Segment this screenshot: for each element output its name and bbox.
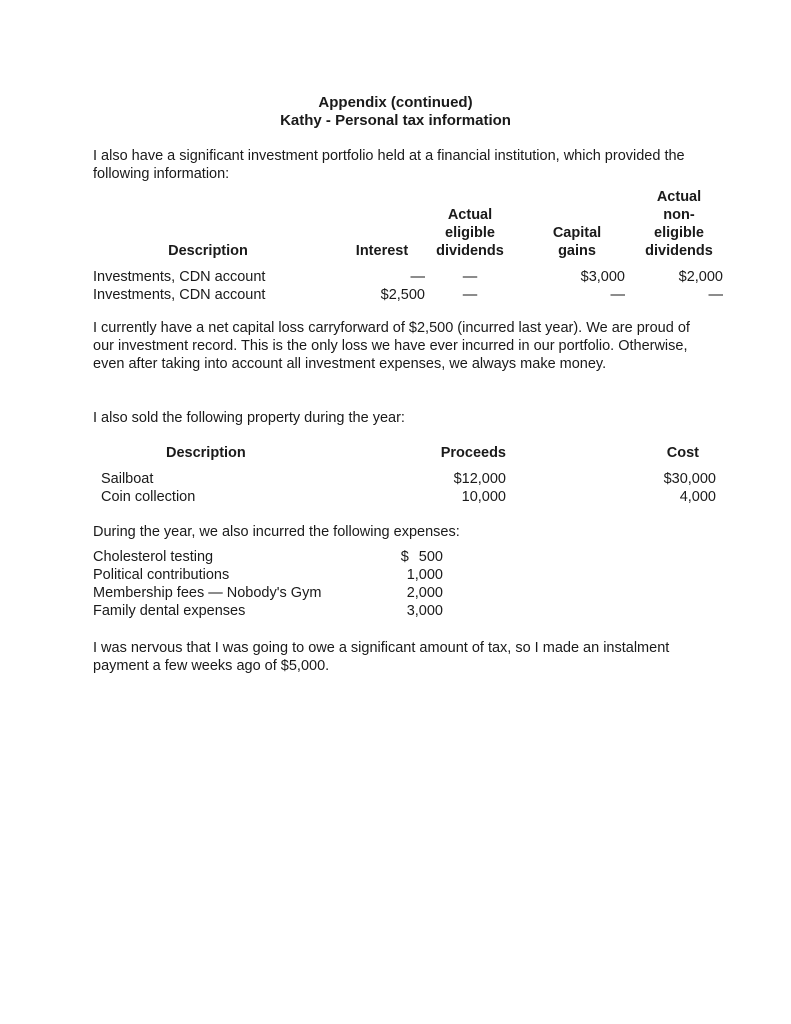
expenses-table (93, 548, 443, 620)
header-description: Description (166, 445, 246, 461)
property-table (101, 444, 716, 506)
intro-paragraph: I also have a significant investment portfolio held at a financial institution, which provided the following information: (93, 148, 685, 182)
header-eligible-dividends: Actual eligible dividends (436, 207, 504, 259)
appendix-heading: Appendix (continued) (318, 94, 473, 111)
document-title: Kathy - Personal tax information (280, 112, 511, 129)
currency-symbol: $ (400, 549, 409, 565)
header-cost: Cost (666, 445, 699, 461)
closing-paragraph: I was nervous that I was going to owe a significant amount of tax, so I made an instalment payment a few weeks ago of $5,000. (93, 640, 670, 674)
property-intro: I also sold the following property during the year: (93, 410, 405, 426)
investments-table (93, 188, 723, 304)
table-header-row (93, 188, 723, 260)
table-row: Coin collection 10,000 4,000 (101, 489, 716, 505)
header-interest: Interest (355, 243, 409, 259)
table-row: Cholesterol testing $ 500 (93, 549, 443, 565)
table-row: Political contributions 1,000 (93, 567, 443, 583)
table-row: Investments, CDN account — — $3,000 $2,000 (93, 269, 723, 285)
table-row: Sailboat $12,000 $30,000 (101, 471, 716, 487)
header-non-eligible-dividends: Actual non- eligible dividends (645, 189, 713, 259)
table-row: Membership fees — Nobody's Gym 2,000 (93, 585, 443, 601)
table-row: Investments, CDN account $2,500 — — — (93, 287, 723, 303)
capital-loss-paragraph: I currently have a net capital loss carryforward of $2,500 (incurred last year). We are proud of our investment record. This is the only loss we have ever incurred in our portfolio. Otherwise, even after taking into account all investment expenses, we always make money. (93, 320, 690, 372)
header-description: Description (168, 243, 248, 259)
header-capital-gains: Capital gains (552, 225, 602, 259)
header-proceeds: Proceeds (440, 445, 506, 461)
table-header-row (101, 444, 716, 462)
expenses-intro: During the year, we also incurred the following expenses: (93, 524, 460, 540)
table-row: Family dental expenses 3,000 (93, 603, 443, 619)
